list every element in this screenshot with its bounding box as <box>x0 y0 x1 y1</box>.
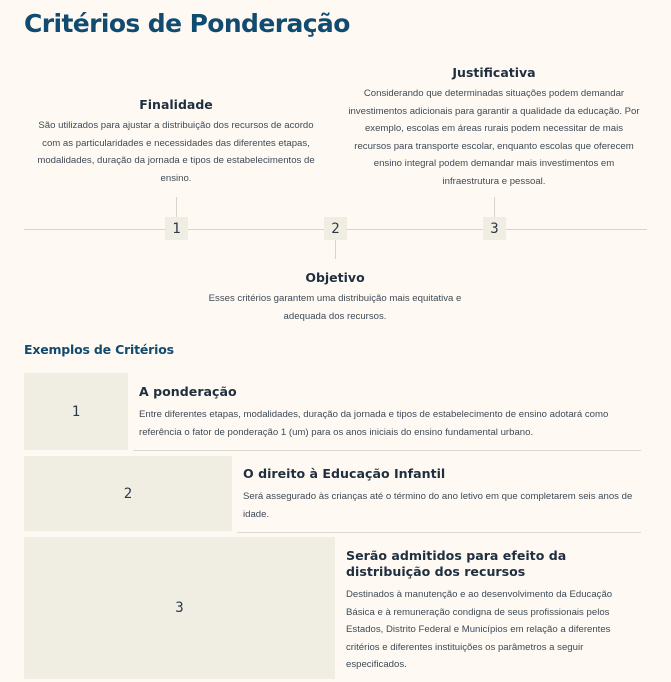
example-item <box>243 466 639 523</box>
example-text: Entre diferentes etapas, modalidades, duração da jornada e tipos de estabelecimento de ensino adotará como referência o fator de ponderação 1 (um) para os anos iniciais do ensino fundamental urbano. <box>139 409 609 438</box>
example-title: A ponderação <box>139 384 237 399</box>
section-title: Exemplos de Critérios <box>24 342 174 357</box>
example-text: Será assegurado às crianças até o término do ano letivo em que completarem seis anos de idade. <box>243 491 633 520</box>
example-item <box>346 548 636 674</box>
timeline-text: Esses critérios garantem uma distribuição mais equitativa e adequada dos recursos. <box>208 293 462 322</box>
timeline-connector <box>335 240 336 259</box>
page-title: Critérios de Ponderação <box>24 9 350 38</box>
example-number-box: 3 <box>24 537 335 679</box>
divider <box>133 450 641 451</box>
example-number-box: 2 <box>24 456 232 531</box>
timeline-item-objetivo <box>195 270 475 325</box>
example-number-box: 1 <box>24 373 128 450</box>
example-title: O direito à Educação Infantil <box>243 466 446 481</box>
timeline-heading: Justificativa <box>452 65 536 80</box>
timeline-text: Considerando que determinadas situações podem demandar investimentos adicionais para garantir a qualidade da educação. Por exemplo, escolas em áreas rurais podem necessitar de mais recursos para transporte escolar, enquanto escolas que oferecem ensino integral podem demandar mais investimentos em infraestrutura e pessoal. <box>348 88 640 187</box>
timeline-connector <box>494 197 495 217</box>
timeline-item-finalidade <box>30 97 322 187</box>
example-title: Serão admitidos para efeito da distribuição dos recursos <box>346 548 567 579</box>
timeline-heading: Finalidade <box>139 97 213 112</box>
divider <box>237 532 641 533</box>
timeline-heading: Objetivo <box>305 270 365 285</box>
example-text: Destinados à manutenção e ao desenvolvimento da Educação Básica e à remuneração condigna de seus profissionais pelos Estados, Distrito Federal e Municípios em relação a diferentes critérios e diferentes instituições os parâmetros a seguir especificados. <box>346 589 613 670</box>
timeline-connector <box>176 197 177 217</box>
timeline-marker-3: 3 <box>483 217 506 240</box>
timeline-item-justificativa <box>346 65 642 190</box>
timeline-marker-2: 2 <box>324 217 347 240</box>
timeline-marker-1: 1 <box>165 217 188 240</box>
example-item <box>139 384 639 441</box>
timeline-text: São utilizados para ajustar a distribuição dos recursos de acordo com as particularidades e necessidades das diferentes etapas, modalidades, duração da jornada e tipos de estabelecimentos de ensino. <box>37 120 315 184</box>
